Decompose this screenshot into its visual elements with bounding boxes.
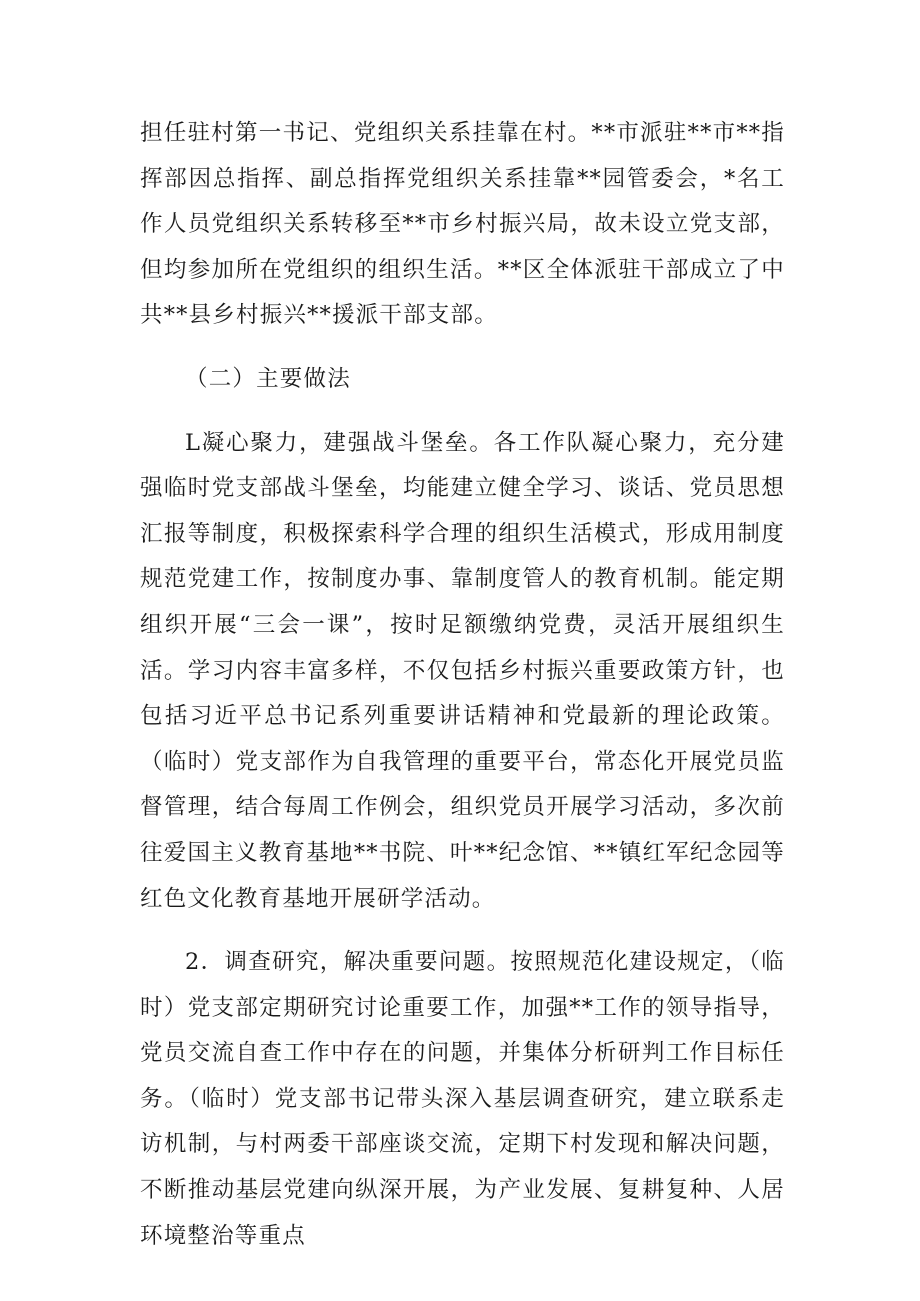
paragraph-item-1: L凝心聚力，建强战斗堡垒。各工作队凝心聚力，充分建强临时党支部战斗堡垒，均能建立健全学习、谈话、党员思想汇报等制度，积极探索科学合理的组织生活模式，形成用制度规范党建工作，按制度办事、靠制度管人的教育机制。能定期组织开展“三会一课”，按时足额缴纳党费，灵活开展组织生活。学习内容丰富多样，不仅包括乡村振兴重要政策方针，也包括习近平总书记系列重要讲话精神和党最新的理论政策。（临时）党支部作为自我管理的重要平台，常态化开展党员监督管理，结合每周工作例会，组织党员开展学习活动，多次前往爱国主义教育基地**书院、叶**纪念馆、**镇红军纪念园等红色文化教育基地开展研学活动。 [140, 429, 785, 912]
paragraph-item-2: 2．调查研究，解决重要问题。按照规范化建设规定，（临时）党支部定期研究讨论重要工作，加强**工作的领导指导，党员交流自查工作中存在的问题，并集体分析研判工作目标任务。（临时）党支部书记带头深入基层调查研究，建立联系走访机制，与村两委干部座谈交流，定期下村发现和解决问题，不断推动基层党建向纵深开展，为产业发展、复耕复种、人居环境整治等重点 [140, 949, 785, 1249]
document-body [140, 111, 785, 1259]
section-heading-main-practices: （二）主要做法 [185, 365, 351, 392]
paragraph-continuation: 担任驻村第一书记、党组织关系挂靠在村。**市派驻**市**指挥部因总指挥、副总指挥党组织关系挂靠**园管委会，*名工作人员党组织关系转移至**市乡村振兴局，故未设立党支部，但均参加所在党组织的组织生活。**区全体派驻干部成立了中共**县乡村振兴**援派干部支部。 [140, 120, 785, 329]
